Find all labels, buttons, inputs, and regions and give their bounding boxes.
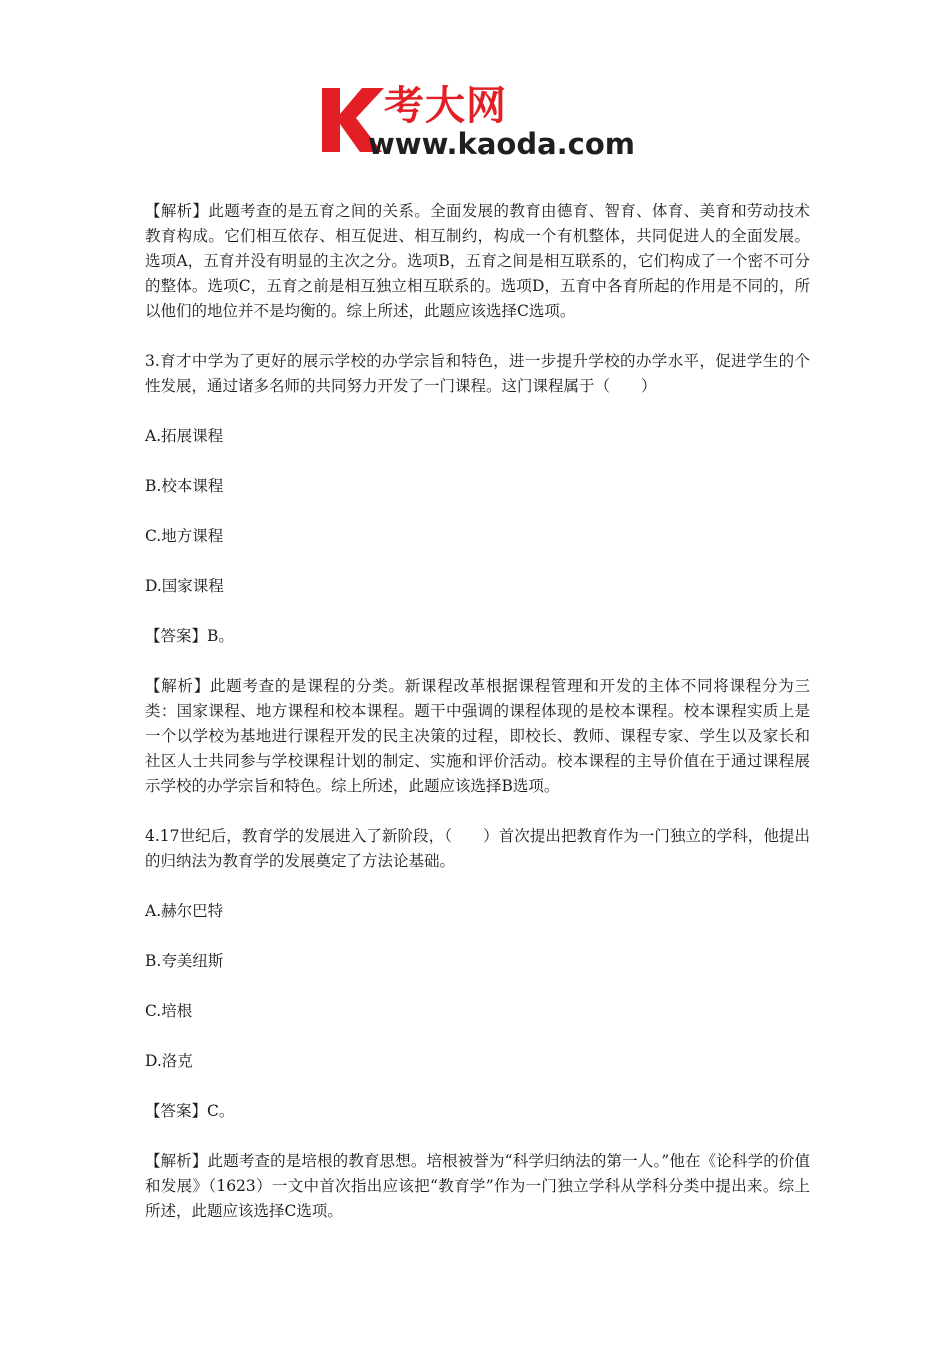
q3-option-d: D.国家课程 (145, 577, 224, 595)
q4-option-b: B.夸美纽斯 (145, 952, 224, 970)
q3-option-b: B.校本课程 (145, 477, 224, 495)
q4-option-a: A.赫尔巴特 (145, 902, 224, 920)
q4-option-c: C.培根 (145, 1002, 193, 1020)
q4-option-d: D.洛克 (145, 1052, 193, 1070)
logo-brand-text: 考大网 (384, 83, 507, 129)
question-4-stem: 4.17世纪后，教育学的发展进入了新阶段，（ ）首次提出把教育作为一门独立的学科，他提出的归纳法为教育学的发展奠定了方法论基础。 (145, 827, 810, 870)
kaoda-logo (318, 84, 638, 164)
q3-option-a: A.拓展课程 (145, 427, 224, 445)
analysis-q4: 【解析】此题考查的是培根的教育思想。培根被誉为“科学归纳法的第一人。”他在《论科学的价值和发展》（1623）一文中首次指出应该把“教育学”作为一门独立学科从学科分类中提出来。综上所述，此题应该选择C选项。 (145, 1152, 810, 1220)
analysis-q3: 【解析】此题考查的是课程的分类。新课程改革根据课程管理和开发的主体不同将课程分为三类：国家课程、地方课程和校本课程。题干中强调的课程体现的是校本课程。校本课程实质上是一个以学校为基地进行课程开发的民主决策的过程，即校长、教师、课程专家、学生以及家长和社区人士共同参与学校课程计划的制定、实施和评价活动。校本课程的主导价值在于通过课程展示学校的办学宗旨和特色。综上所述，此题应该选择B选项。 (145, 677, 810, 795)
analysis-q2: 【解析】此题考查的是五育之间的关系。全面发展的教育由德育、智育、体育、美育和劳动技术教育构成。它们相互依存、相互促进、相互制约，构成一个有机整体，共同促进人的全面发展。选项A，五育并没有明显的主次之分。选项B，五育之间是相互联系的，它们构成了一个密不可分的整体。选项C，五育之前是相互独立相互联系的。选项D，五育中各育所起的作用是不同的，所以他们的地位并不是均衡的。综上所述，此题应该选择C选项。 (145, 202, 810, 320)
q3-option-c: C.地方课程 (145, 527, 224, 545)
question-3-stem: 3.育才中学为了更好的展示学校的办学宗旨和特色，进一步提升学校的办学水平，促进学生的个性发展，通过诸多名师的共同努力开发了一门课程。这门课程属于（ ） (145, 352, 810, 395)
question-content (145, 199, 810, 1224)
logo-url-text: www.kaoda.com (368, 127, 635, 161)
q4-answer: 【答案】C。 (145, 1102, 235, 1120)
q3-answer: 【答案】B。 (145, 627, 234, 645)
